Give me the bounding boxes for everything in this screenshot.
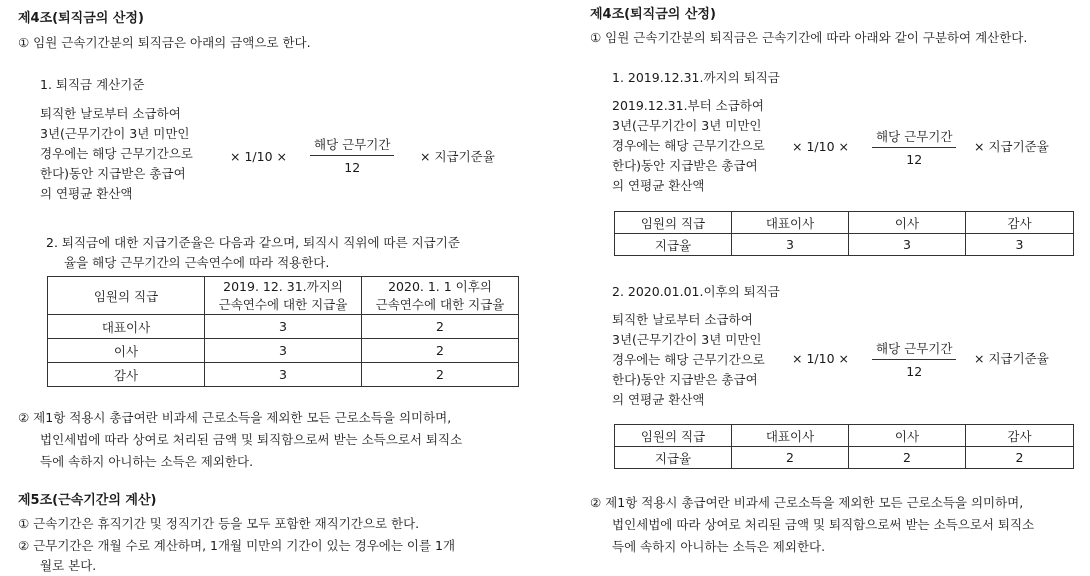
table-header-cell: 대표이사 (732, 212, 849, 234)
table-header-before-2019: 2019. 12. 31.까지의 근속연수에 대한 지급율 (205, 277, 362, 315)
table-row: 대표이사 3 2 (48, 315, 519, 339)
fraction-denominator: 12 (344, 160, 361, 175)
article-4-paragraph-2-line-1: ② 제1항 적용시 총급여란 비과세 근로소득을 제외한 모든 근로소득을 의미하며, (590, 495, 1024, 510)
section-2-title: 2. 2020.01.01.이후의 퇴직금 (612, 284, 780, 299)
article-5-paragraph-2-line-2: 월로 본다. (40, 558, 97, 573)
article-4-paragraph-1: ① 임원 근속기간분의 퇴직금은 아래의 금액으로 한다. (18, 35, 311, 50)
fraction-denominator: 12 (906, 152, 923, 167)
formula-line: 퇴직한 날로부터 소급하여 (612, 312, 753, 327)
multiplier-one-tenth: × 1/10 × (792, 351, 849, 366)
formula-line: 한다)동안 지급받은 총급여 (612, 158, 758, 173)
table-header-rank: 임원의 직급 (48, 277, 205, 315)
article-4-paragraph-2-line-3: 득에 속하지 아니하는 소득은 제외한다. (40, 454, 254, 469)
table-header-cell: 대표이사 (732, 425, 849, 447)
article-5-paragraph-2-line-1: ② 근무기간은 개월 수로 계산하며, 1개월 미만의 기간이 있는 경우에는 이를 1개 (18, 538, 456, 553)
fraction-numerator: 해당 근무기간 (872, 128, 956, 148)
fraction-numerator: 해당 근무기간 (310, 136, 394, 156)
table-header-cell: 임원의 직급 (615, 212, 732, 234)
formula-line: 3년(근무기간이 3년 미만인 (612, 332, 762, 347)
article-5-paragraph-1: ① 근속기간은 휴직기간 및 정직기간 등을 모두 포함한 재직기간으로 한다. (18, 516, 420, 531)
article-5-title: 제5조(근속기간의 계산) (18, 493, 157, 508)
table-header-cell: 이사 (849, 425, 966, 447)
formula-description (40, 104, 193, 204)
multiplier-one-tenth: × 1/10 × (230, 149, 287, 164)
payment-rate-table (47, 276, 519, 387)
formula-line: 경우에는 해당 근무기간으로 (40, 146, 193, 161)
table-row: 지급율 3 3 3 (615, 234, 1074, 256)
fraction-numerator: 해당 근무기간 (872, 340, 956, 360)
article-4-paragraph-1: ① 임원 근속기간분의 퇴직금은 근속기간에 따라 아래와 같이 구분하여 계산한다. (590, 30, 1028, 45)
service-period-fraction (310, 136, 394, 177)
multiplier-payment-rate: × 지급기준율 (420, 149, 495, 164)
article-4-paragraph-2-line-2: 법인세법에 따라 상여로 처리된 금액 및 퇴직함으로써 받는 소득으로서 퇴직소 (40, 432, 463, 447)
calculation-basis-title: 1. 퇴직금 계산기준 (40, 77, 145, 92)
formula-line: 3년(근무기간이 3년 미만인 (612, 118, 762, 133)
formula-1-description (612, 96, 765, 196)
payment-rate-text-line-2: 율을 해당 근무기간의 근속연수에 따라 적용한다. (64, 255, 330, 270)
article-4-paragraph-2-line-3: 득에 속하지 아니하는 소득은 제외한다. (612, 539, 826, 554)
table-header-cell: 임원의 직급 (615, 425, 732, 447)
table-header-cell: 감사 (966, 425, 1074, 447)
table-header-cell: 이사 (849, 212, 966, 234)
section-1-title: 1. 2019.12.31.까지의 퇴직금 (612, 70, 780, 85)
formula-line: 경우에는 해당 근무기간으로 (612, 352, 765, 367)
formula-line: 의 연평균 환산액 (40, 186, 133, 201)
formula-line: 2019.12.31.부터 소급하여 (612, 98, 764, 113)
article-4-title: 제4조(퇴직금의 산정) (18, 11, 144, 26)
service-period-fraction (872, 340, 956, 381)
formula-2-description (612, 310, 765, 410)
table-row: 이사 3 2 (48, 339, 519, 363)
formula-line: 경우에는 해당 근무기간으로 (612, 138, 765, 153)
table-header-after-2020: 2020. 1. 1 이후의 근속연수에 대한 지급율 (362, 277, 519, 315)
formula-line: 3년(근무기간이 3년 미만인 (40, 126, 190, 141)
formula-line: 한다)동안 지급받은 총급여 (40, 166, 186, 181)
payment-rate-text-line-1: 2. 퇴직금에 대한 지급기준율은 다음과 같으며, 퇴직시 직위에 따른 지급기준 (46, 235, 460, 250)
formula-line: 한다)동안 지급받은 총급여 (612, 372, 758, 387)
service-period-fraction (872, 128, 956, 169)
multiplier-payment-rate: × 지급기준율 (974, 139, 1049, 154)
formula-line: 퇴직한 날로부터 소급하여 (40, 106, 181, 121)
payment-rate-table-2020 (614, 424, 1074, 469)
formula-line: 의 연평균 환산액 (612, 392, 705, 407)
multiplier-payment-rate: × 지급기준율 (974, 351, 1049, 366)
table-row: 감사 3 2 (48, 363, 519, 387)
multiplier-one-tenth: × 1/10 × (792, 139, 849, 154)
table-row: 지급율 2 2 2 (615, 447, 1074, 469)
article-4-paragraph-2-line-1: ② 제1항 적용시 총급여란 비과세 근로소득을 제외한 모든 근로소득을 의미하며, (18, 410, 452, 425)
article-4-paragraph-2-line-2: 법인세법에 따라 상여로 처리된 금액 및 퇴직함으로써 받는 소득으로서 퇴직소 (612, 517, 1035, 532)
formula-line: 의 연평균 환산액 (612, 178, 705, 193)
payment-rate-table-2019 (614, 211, 1074, 256)
article-4-title: 제4조(퇴직금의 산정) (590, 7, 716, 22)
fraction-denominator: 12 (906, 364, 923, 379)
table-header-cell: 감사 (966, 212, 1074, 234)
